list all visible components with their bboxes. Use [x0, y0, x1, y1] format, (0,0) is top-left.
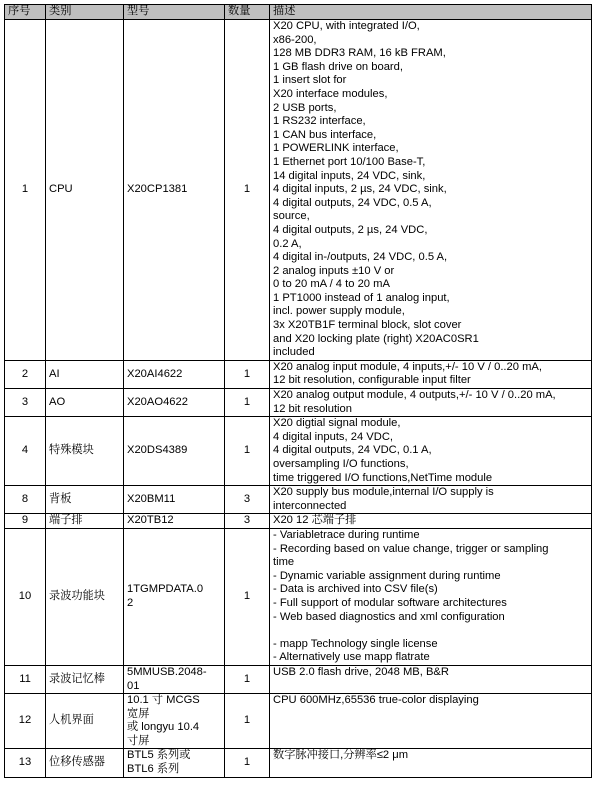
description-line: USB 2.0 flash drive, 2048 MB, B&R	[273, 665, 449, 678]
description-line: X20 digtial signal module,	[273, 417, 401, 430]
row-category: 录波功能块	[46, 528, 124, 665]
description-line: X20 CPU, with integrated I/O,	[273, 20, 420, 32]
description-line: time	[273, 556, 295, 569]
row-quantity: 1	[225, 665, 270, 693]
header-index: 序号	[5, 5, 46, 20]
row-category: 端子排	[46, 514, 124, 529]
row-description	[270, 514, 592, 529]
row-index: 12	[5, 694, 46, 749]
header-quantity: 数量	[225, 5, 270, 20]
description-line: 4 digital inputs, 24 VDC,	[273, 430, 394, 443]
description-line: 1 insert slot for	[273, 74, 347, 87]
row-quantity: 1	[225, 417, 270, 486]
table-row	[5, 20, 592, 361]
description-line: 12 bit resolution	[273, 402, 352, 415]
row-model: X20AI4622	[124, 360, 225, 388]
row-category: CPU	[46, 20, 124, 361]
description-line: - Recording based on value change, trigger or sampling	[273, 542, 549, 555]
row-index: 9	[5, 514, 46, 529]
row-quantity: 1	[225, 389, 270, 417]
row-model: 1TGMPDATA.0 2	[124, 528, 225, 665]
description-line: 2 analog inputs ±10 V or	[273, 264, 395, 277]
row-quantity: 1	[225, 360, 270, 388]
description-line: - Web based diagnostics and xml configuration	[273, 610, 505, 623]
row-quantity: 3	[225, 514, 270, 529]
description-line: incl. power supply module,	[273, 305, 405, 318]
row-description	[270, 389, 592, 417]
table-row	[5, 749, 592, 777]
table-row	[5, 665, 592, 693]
description-line: 1 RS232 interface,	[273, 115, 366, 128]
row-index: 13	[5, 749, 46, 777]
description-line: oversampling I/O functions,	[273, 458, 409, 470]
description-line: 1 GB flash drive on board,	[273, 60, 403, 73]
row-description	[270, 360, 592, 388]
row-model: 5MMUSB.2048- 01	[124, 665, 225, 693]
row-quantity: 1	[225, 528, 270, 665]
table-row	[5, 360, 592, 388]
row-category: 特殊模块	[46, 417, 124, 486]
description-line: CPU 600MHz,65536 true-color displaying	[273, 694, 479, 707]
row-model: X20BM11	[124, 486, 225, 514]
row-index: 3	[5, 389, 46, 417]
table-row	[5, 694, 592, 749]
table-row	[5, 514, 592, 529]
description-line	[273, 624, 588, 638]
description-line: - Full support of modular software architectures	[273, 596, 507, 609]
description-line: X20 interface modules,	[273, 87, 388, 100]
description-line: 0 to 20 mA / 4 to 20 mA	[273, 278, 390, 291]
description-line: - Alternatively use mapp flatrate	[273, 651, 430, 664]
row-category: 录波记忆棒	[46, 665, 124, 693]
table-header-row	[5, 5, 592, 20]
description-line: X20 analog output module, 4 outputs,+/- 10 V / 0..20 mA,	[273, 389, 556, 402]
row-index: 4	[5, 417, 46, 486]
row-description	[270, 749, 592, 777]
description-line: 4 digital inputs, 2 µs, 24 VDC, sink,	[273, 183, 447, 196]
description-line: x86-200,	[273, 33, 317, 46]
header-description: 描述	[270, 5, 592, 20]
table-row	[5, 528, 592, 665]
row-index: 11	[5, 665, 46, 693]
description-line: included	[273, 346, 315, 359]
description-line: 14 digital inputs, 24 VDC, sink,	[273, 169, 426, 182]
description-line: interconnected	[273, 499, 347, 512]
row-index: 10	[5, 528, 46, 665]
row-description	[270, 486, 592, 514]
description-line: X20 analog input module, 4 inputs,+/- 10 V / 0..20 mA,	[273, 360, 542, 373]
description-line: 1 POWERLINK interface,	[273, 142, 399, 155]
row-description	[270, 528, 592, 665]
description-line: 1 Ethernet port 10/100 Base-T,	[273, 155, 426, 168]
description-line: source,	[273, 210, 310, 223]
header-category: 类别	[46, 5, 124, 20]
table-row	[5, 417, 592, 486]
description-line: - Dynamic variable assignment during runtime	[273, 569, 501, 582]
description-line: 0.2 A,	[273, 237, 302, 250]
description-line: 4 digital in-/outputs, 24 VDC, 0.5 A,	[273, 251, 448, 264]
header-model: 型号	[124, 5, 225, 20]
row-model: X20CP1381	[124, 20, 225, 361]
row-quantity: 1	[225, 749, 270, 777]
row-model: BTL5 系列或 BTL6 系列	[124, 749, 225, 777]
table-row	[5, 486, 592, 514]
description-line: 2 USB ports,	[273, 101, 337, 114]
description-line: and X20 locking plate (right) X20AC0SR1	[273, 332, 479, 345]
row-description	[270, 665, 592, 693]
row-category: AO	[46, 389, 124, 417]
table-body	[5, 20, 592, 778]
description-line: 12 bit resolution, configurable input filter	[273, 374, 471, 387]
description-line: - mapp Technology single license	[273, 637, 438, 650]
description-line: 4 digital outputs, 2 µs, 24 VDC,	[273, 223, 428, 236]
description-line: time triggered I/O functions,NetTime module	[273, 471, 493, 484]
row-description	[270, 417, 592, 486]
description-line: 3x X20TB1F terminal block, slot cover	[273, 319, 462, 332]
row-quantity: 1	[225, 694, 270, 749]
description-line: - Variabletrace during runtime	[273, 528, 420, 541]
description-line: 1 CAN bus interface,	[273, 128, 377, 141]
row-index: 1	[5, 20, 46, 361]
description-line: 1 PT1000 instead of 1 analog input,	[273, 291, 450, 304]
description-line: X20 12 芯端子排	[273, 514, 357, 527]
row-category: 背板	[46, 486, 124, 514]
row-category: AI	[46, 360, 124, 388]
description-line: 4 digital outputs, 24 VDC, 0.5 A,	[273, 196, 432, 209]
row-model: 10.1 寸 MCGS 宽屏 或 longyu 10.4 寸屏	[124, 694, 225, 749]
product-spec-table	[4, 4, 592, 778]
description-line: - Data is archived into CSV file(s)	[273, 583, 438, 596]
row-model: X20TB12	[124, 514, 225, 529]
description-line: 数字脉冲接口,分辨率≤2 μm	[273, 749, 409, 762]
description-line: 128 MB DDR3 RAM, 16 kB FRAM,	[273, 47, 446, 60]
row-model: X20DS4389	[124, 417, 225, 486]
row-category: 位移传感器	[46, 749, 124, 777]
row-quantity: 1	[225, 20, 270, 361]
description-line: 4 digital outputs, 24 VDC, 0.1 A,	[273, 444, 432, 457]
description-line: X20 supply bus module,internal I/O supply is	[273, 486, 494, 499]
table-row	[5, 389, 592, 417]
row-category: 人机界面	[46, 694, 124, 749]
row-quantity: 3	[225, 486, 270, 514]
row-description	[270, 20, 592, 361]
row-model: X20AO4622	[124, 389, 225, 417]
row-description	[270, 694, 592, 749]
row-index: 8	[5, 486, 46, 514]
row-index: 2	[5, 360, 46, 388]
